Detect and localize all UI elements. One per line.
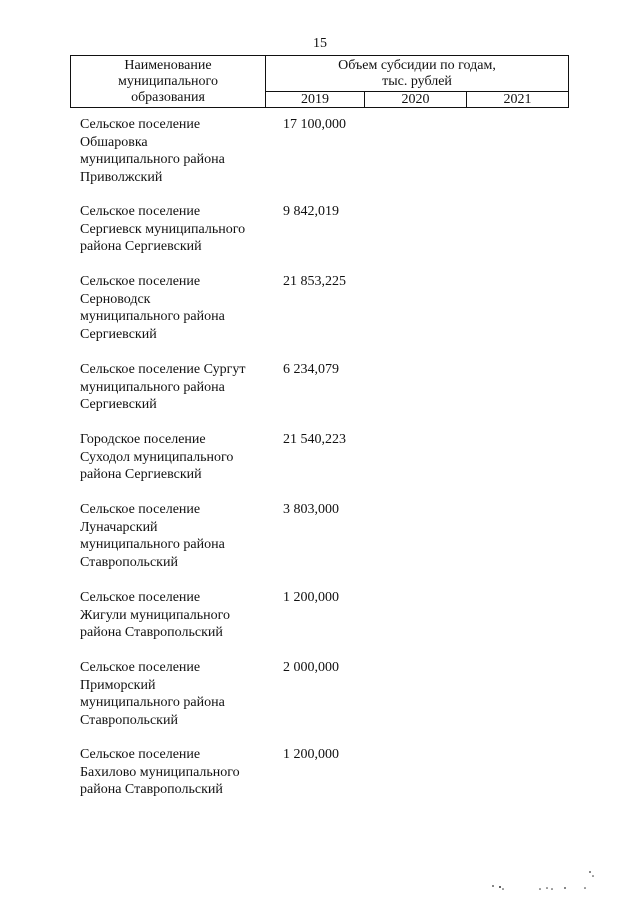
municipality-name: Сельское поселение Приморский муниципального района Ставропольский	[80, 660, 225, 728]
subsidy-2019-value: 9 842,019	[283, 204, 339, 219]
table-row	[80, 361, 560, 431]
municipality-name: Сельское поселение Луначарский муниципального района Ставропольский	[80, 502, 225, 570]
municipality-name: Сельское поселение Серноводск муниципального района Сергиевский	[80, 274, 225, 342]
municipality-name: Сельское поселение Бахилово муниципального района Ставропольский	[80, 747, 240, 797]
header-years-row	[266, 91, 568, 107]
table-row	[80, 203, 560, 273]
subsidy-2019-value: 21 853,225	[283, 274, 346, 289]
page-number: 15	[313, 36, 327, 51]
subsidy-2019-value: 17 100,000	[283, 117, 346, 132]
table-row	[80, 746, 560, 816]
municipality-name: Сельское поселение Сургут муниципального района Сергиевский	[80, 362, 246, 412]
subsidy-2019-value: 1 200,000	[283, 590, 339, 605]
header-subsidy-by-year	[266, 56, 568, 107]
header-municipality-label: Наименование муниципального образования	[118, 58, 218, 105]
table-row	[80, 659, 560, 746]
header-municipality-name	[71, 56, 266, 107]
subsidy-2019-value: 1 200,000	[283, 747, 339, 762]
table-row	[80, 501, 560, 589]
subsidy-2019-value: 3 803,000	[283, 502, 339, 517]
subsidy-table-body	[80, 116, 560, 816]
table-row	[80, 431, 560, 501]
municipality-name: Городское поселение Суходол муниципального района Сергиевский	[80, 432, 234, 482]
municipality-name: Сельское поселение Обшаровка муниципального района Приволжский	[80, 117, 225, 185]
subsidy-2019-value: 6 234,079	[283, 362, 339, 377]
table-row	[80, 589, 560, 659]
scan-artifact-marks	[490, 870, 600, 894]
municipality-name: Сельское поселение Сергиевск муниципального района Сергиевский	[80, 204, 246, 254]
header-year-2019: 2019	[266, 92, 365, 107]
municipality-name: Сельское поселение Жигули муниципального района Ставропольский	[80, 590, 231, 640]
header-year-2021: 2021	[503, 92, 532, 107]
header-subsidy-label: Объем субсидии по годам, тыс. рублей	[338, 58, 496, 89]
table-header	[70, 55, 569, 108]
table-row	[80, 273, 560, 361]
table-row	[80, 116, 560, 203]
subsidy-2019-value: 2 000,000	[283, 660, 339, 675]
subsidy-2019-value: 21 540,223	[283, 432, 346, 447]
header-year-2020: 2020	[365, 92, 467, 107]
